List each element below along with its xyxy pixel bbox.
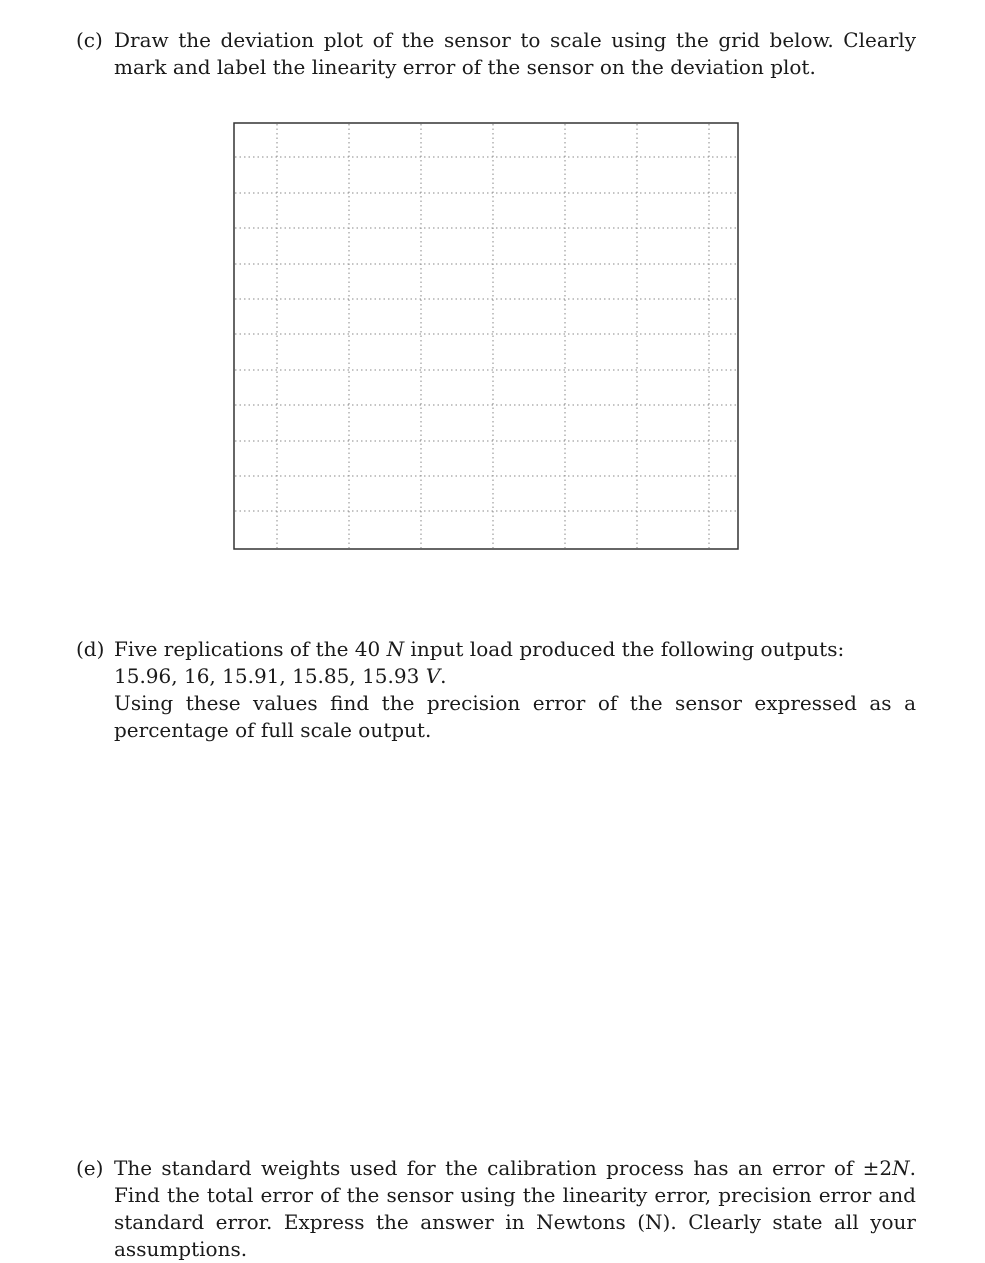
question-d-line1 [114, 636, 916, 663]
question-d-values-line: 15.96, 16, 15.91, 15.85, 15.93 V. [114, 664, 447, 688]
question-e [76, 1155, 916, 1263]
question-e-label: (e) [76, 1156, 104, 1180]
deviation-plot-grid[interactable] [233, 122, 739, 550]
question-e-unit-newton: N [892, 1156, 910, 1180]
question-d-unit-newton: N [386, 637, 405, 661]
question-d-line1-post: input load produced the following outputs: [404, 637, 845, 661]
question-d-line3: Using these values find the precision error of the sensor expressed as a percentage of full scale output. [114, 691, 916, 742]
question-d-values: 15.96, 16, 15.91, 15.85, 15.93 [114, 664, 420, 688]
question-c-text: Draw the deviation plot of the sensor to scale using the grid below. Clearly mark and label the linearity error of the sensor on the deviation plot. [114, 28, 916, 79]
grid-border [234, 123, 738, 549]
question-d-unit-volt: V [425, 664, 441, 688]
question-c [76, 27, 916, 81]
question-e-post: . Find the total error of the sensor using the linearity error, precision error and standard error. Express the answer in Newtons (N). Clearly state all your assumptions. [114, 1156, 916, 1261]
question-d-label: (d) [76, 637, 105, 661]
question-c-label: (c) [76, 28, 103, 52]
question-d [76, 636, 916, 744]
question-e-pre: The standard weights used for the calibration process has an error of ±2 [114, 1156, 893, 1180]
question-e-text [114, 1155, 916, 1263]
question-d-line1-pre: Five replications of the 40 [114, 637, 387, 661]
